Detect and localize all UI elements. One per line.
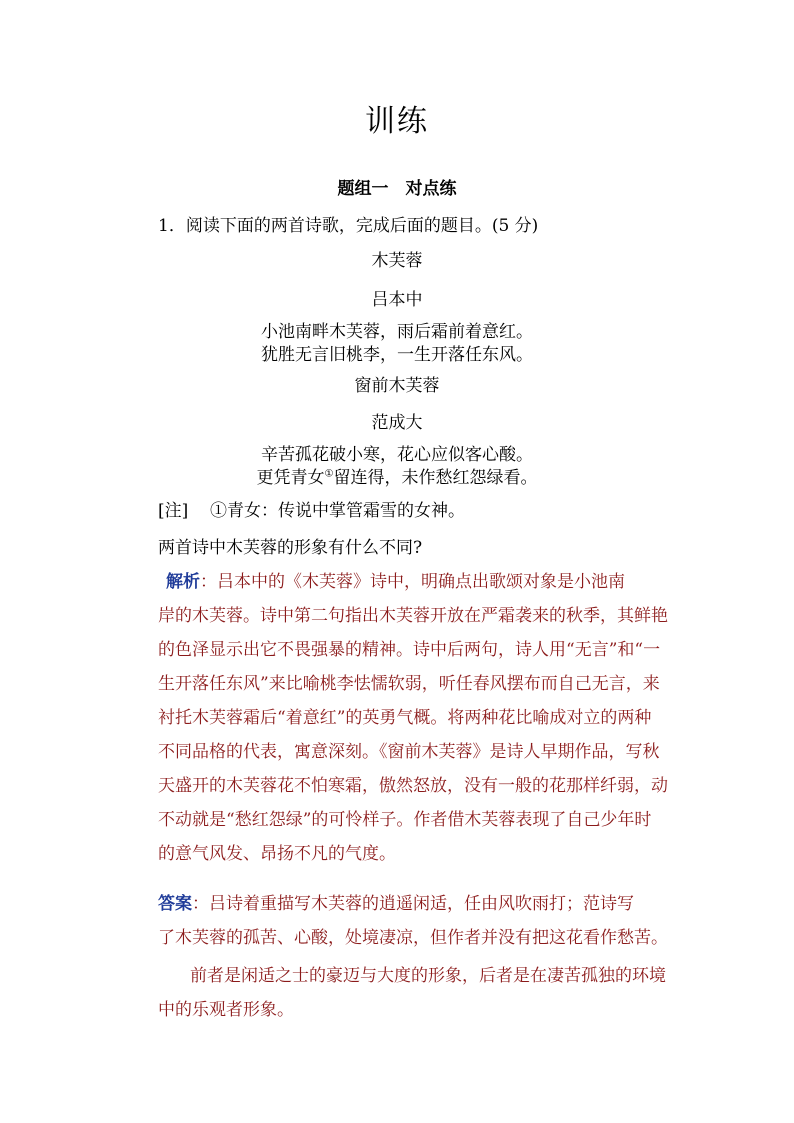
question-text: 1．阅读下面的两首诗歌，完成后面的题目。(5 分): [158, 216, 539, 236]
answer-line: 中的乐观者形象。: [158, 1000, 294, 1020]
poem2-author: 范成大: [371, 413, 423, 433]
analysis-line: 岸的木芙蓉。诗中第二句指出木芙蓉开放在严霜袭来的秋季，其鲜艳: [158, 606, 668, 626]
poem1-line2: 犹胜无言旧桃李，一生开落任东风。: [261, 345, 533, 365]
footnote-marker: ①: [324, 468, 334, 480]
note-text: ①青女：传说中掌管霜雪的女神。: [210, 501, 465, 521]
analysis-label: 解析: [166, 572, 200, 592]
analysis-line: 天盛开的木芙蓉花不怕寒霜，傲然怒放，没有一般的花那样纤弱，动: [158, 776, 668, 796]
poem2-line2-part2: 留连得，未作愁红怨绿看。: [333, 468, 538, 488]
analysis-block: [158, 565, 678, 871]
analysis-line: 不动就是“愁红怨绿”的可怜样子。作者借木芙蓉表现了自己少年时: [158, 810, 652, 830]
section-heading: 题组一 对点练: [337, 179, 457, 199]
poem2-title: 窗前木芙蓉: [354, 376, 440, 396]
analysis-line: 的色泽显示出它不畏强暴的精神。诗中后两句，诗人用“无言”和“一: [158, 640, 661, 660]
poem2-line2-part1: 更凭青女: [256, 468, 325, 488]
answer-block: [158, 887, 678, 1027]
answer-label: 答案: [158, 894, 192, 914]
page-title: 训练: [365, 104, 429, 139]
note-label: [注]: [158, 501, 189, 521]
analysis-line: 不同品格的代表，寓意深刻。《窗前木芙蓉》是诗人早期作品，写秋: [158, 742, 660, 762]
poem1-title: 木芙蓉: [371, 251, 423, 271]
answer-line: 前者是闲适之士的豪迈与大度的形象，后者是在凄苦孤独的环境: [190, 966, 666, 986]
analysis-line: 生开落任东风”来比喻桃李怯懦软弱，听任春风摆布而自己无言，来: [158, 674, 660, 694]
poem1-line1: 小池南畔木芙蓉，雨后霜前着意红。: [261, 322, 533, 342]
answer-line: ：吕诗着重描写木芙蓉的逍遥闲适，任由风吹雨打；范诗写: [192, 894, 634, 914]
poem2-line1: 辛苦孤花破小寒，花心应似客心酸。: [261, 445, 533, 465]
analysis-line: 的意气风发、昂扬不凡的气度。: [158, 844, 396, 864]
poem1-author: 吕本中: [371, 290, 423, 310]
analysis-line: 衬托木芙蓉霜后“着意红”的英勇气概。将两种花比喻成对立的两种: [158, 708, 652, 728]
analysis-line: ：吕本中的《木芙蓉》诗中，明确点出歌颂对象是小池南: [200, 572, 625, 592]
poem2-line2: [0, 463, 794, 488]
prompt-text: 两首诗中木芙蓉的形象有什么不同?: [158, 538, 423, 558]
answer-line: 了木芙蓉的孤苦、心酸，处境凄凉，但作者并没有把这花看作愁苦。: [158, 928, 668, 948]
